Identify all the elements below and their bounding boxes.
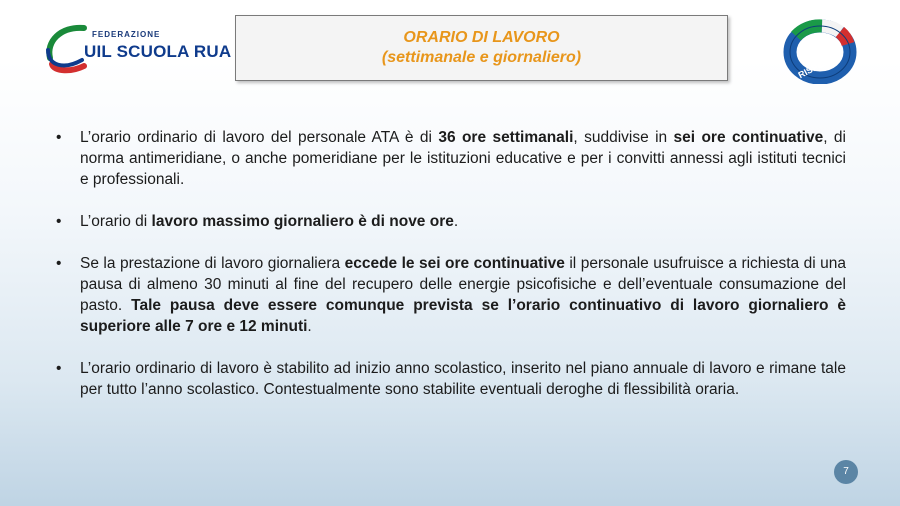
bullet-text-bold: lavoro massimo giornaliero è di nove ore <box>151 213 454 230</box>
bullet-text-segment: , di norma antimeridiane, o anche pomeridiane per le istituzioni educative e per i convitti annessi agli istituti tecnici e professionali. <box>80 129 846 188</box>
uil-scuola-logo <box>44 20 232 76</box>
bullet-text-segment: Se la prestazione di lavoro giornaliera <box>80 255 345 272</box>
bullet-text-segment: , suddivise in <box>573 129 674 146</box>
bullet-text <box>80 213 458 230</box>
bullet-text-bold: sei ore continuative <box>673 129 824 146</box>
bullet-item <box>56 127 846 190</box>
bullet-text <box>80 360 846 398</box>
bullet-text-segment: il personale usufruisce a richiesta di una pausa di almeno 30 minuti al fine del recupero delle energie psicofisiche e dell’eventuale consumazione del pasto. <box>80 255 847 314</box>
rispetto-logo <box>782 18 858 84</box>
bullet-dot: • <box>56 213 62 230</box>
bullet-list <box>56 127 846 421</box>
slide-title: ORARIO DI LAVORO <box>403 29 560 46</box>
bullet-dot: • <box>56 255 62 272</box>
logo-federazione-text: FEDERAZIONE <box>92 30 161 39</box>
rispetto-label: RISPETTO <box>796 50 841 81</box>
logo-brand-text: UIL SCUOLA RUA <box>84 42 232 61</box>
bullet-text <box>80 255 846 335</box>
slide-title-box <box>235 15 728 81</box>
bullet-text-segment: L’orario di <box>80 213 152 230</box>
bullet-dot: • <box>56 129 62 146</box>
page-number-badge: 7 <box>834 460 858 484</box>
rispetto-bracelet-icon <box>782 18 858 84</box>
bullet-text-segment: . <box>307 318 312 335</box>
bullet-text-segment: L’orario ordinario di lavoro del personale ATA è di <box>80 129 439 146</box>
slide-subtitle: (settimanale e giornaliero) <box>381 49 582 66</box>
bullet-item <box>56 211 846 232</box>
bullet-text <box>80 129 846 188</box>
bullet-text-bold: 36 ore settimanali <box>438 129 574 146</box>
bullet-text-segment: L’orario ordinario di lavoro è stabilito ad inizio anno scolastico, inserito nel piano annuale di lavoro e rimane tale per tutto l’anno scolastico. Contestualmente sono stabilite eventuali deroghe di flessibilità oraria. <box>80 360 846 398</box>
bullet-item <box>56 358 846 400</box>
bullet-dot: • <box>56 360 62 377</box>
bullet-text-bold: Tale pausa deve essere comunque prevista se l’orario continuativo di lavoro giornaliero è superiore alle 7 ore e 12 minuti <box>80 297 846 335</box>
bullet-item <box>56 253 846 337</box>
bullet-text-segment: . <box>453 213 459 230</box>
bullet-text-bold: eccede le sei ore continuative <box>344 255 565 272</box>
